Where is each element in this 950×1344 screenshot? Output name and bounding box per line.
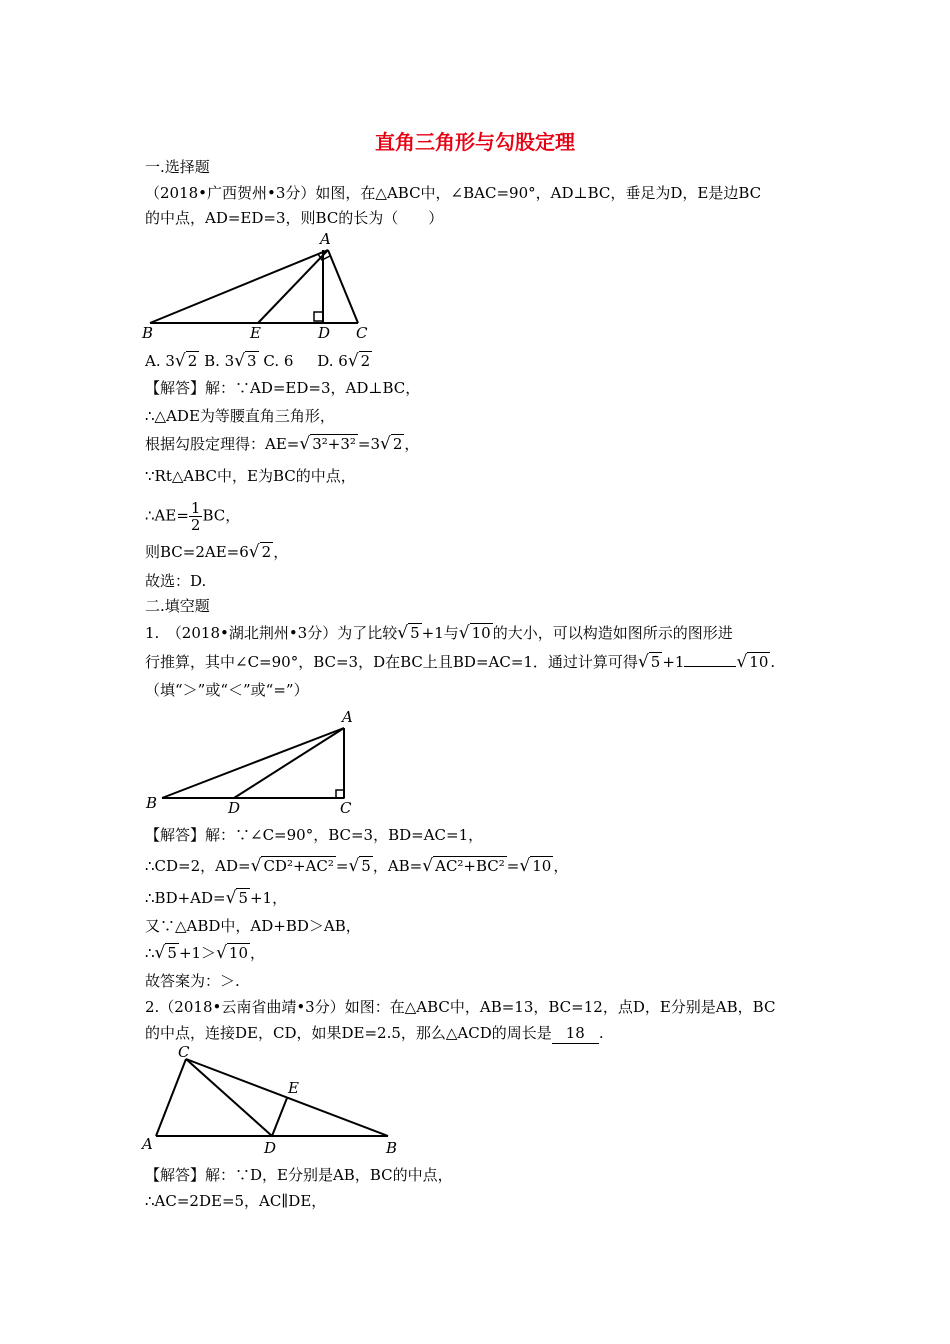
q2-label-A: A xyxy=(342,708,353,726)
sqrt-symbol: √ 10 xyxy=(216,943,248,963)
q2-solution-line2: ∴CD=2，AD=√ CD²+AC² =√ 5 ，AB=√ AC²+BC² =√ 10 ， xyxy=(145,856,569,876)
sqrt-symbol: √ 2 xyxy=(174,351,198,371)
sqrt-symbol: √ 10 xyxy=(736,652,769,672)
sqrt-symbol: √ 3²+3² xyxy=(299,434,356,454)
q1-solution-line1: 【解答】解：∵AD=ED=3，AD⊥BC， xyxy=(145,379,421,397)
sqrt-symbol: √ 10 xyxy=(458,623,491,643)
sqrt-symbol: √ 5 xyxy=(637,652,661,672)
option-c-text: C. 6 xyxy=(263,352,294,370)
q2-solution-line3: ∴BD+AD=√ 5 +1， xyxy=(145,888,288,908)
sqrt-symbol: √ CD²+AC² xyxy=(250,856,334,876)
q1-label-A: A xyxy=(320,230,331,248)
q1-solution-line3: 根据勾股定理得：AE=√ 3²+3² =3√ 2 ， xyxy=(145,434,420,454)
sqrt-symbol: √ 5 xyxy=(225,888,248,908)
q3-label-A: A xyxy=(142,1135,153,1153)
sqrt-symbol: √ AC²+BC² xyxy=(422,856,505,876)
q2-text-line3: （填“＞”或“＜”或“=”） xyxy=(145,681,309,699)
q2-solution-line1: 【解答】解：∵∠C=90°，BC=3，BD=AC=1， xyxy=(145,826,484,844)
page-title: 直角三角形与勾股定理 xyxy=(375,130,575,154)
fraction: $\frac{1}{2}$ xyxy=(190,499,201,534)
q1-label-B: B xyxy=(142,324,154,342)
answer-blank xyxy=(684,652,736,667)
q1-solution-line4: ∵Rt△ABC中，E为BC的中点， xyxy=(145,467,356,485)
sqrt-symbol: √ 2 xyxy=(347,351,371,371)
q3-label-D: D xyxy=(264,1139,277,1155)
option-a-text: A. 3 xyxy=(145,352,175,370)
q2-text-line1: 1. （2018•湖北荆州•3分）为了比较√ 5 +1与√ 10 的大小，可以构造如图所示的图形进 xyxy=(145,623,733,643)
q1-solution-line6: 则BC=2AE=6√ 2 ， xyxy=(145,542,289,562)
q3-text-line2: 的中点，连接DE，CD，如果DE=2.5，那么△ACD的周长是 18 . xyxy=(145,1024,604,1042)
sqrt-symbol: √ 5 xyxy=(348,856,371,876)
q1-solution-line5: ∴AE= $\frac{1}{2}$ BC， xyxy=(145,499,241,534)
sqrt-symbol: √ 10 xyxy=(519,856,552,876)
sqrt-symbol: √ 2 xyxy=(248,542,272,562)
q1-triangle-figure xyxy=(140,230,380,342)
q2-solution-line4: 又∵△ABD中，AD+BD＞AB， xyxy=(145,917,361,935)
q2-label-D: D xyxy=(228,799,241,816)
section-heading-choice: 一.选择题 xyxy=(145,158,210,176)
q2-solution-line5: ∴√ 5 +1＞√ 10 ， xyxy=(145,943,266,963)
sqrt-symbol: √ 5 xyxy=(397,623,420,643)
q3-label-C: C xyxy=(178,1043,190,1061)
q1-options xyxy=(145,351,372,371)
q1-label-D: D xyxy=(318,324,331,342)
section-heading-fill: 二.填空题 xyxy=(145,597,210,615)
q3-solution-line1: 【解答】解：∵D，E分别是AB，BC的中点， xyxy=(145,1166,453,1184)
q3-solution-line2: ∴AC=2DE=5，AC∥DE， xyxy=(145,1192,327,1210)
q3-text-line1: 2.（2018•云南省曲靖•3分）如图：在△ABC中，AB=13，BC=12，点D，E分别是AB，BC xyxy=(145,998,776,1016)
q1-text-line1: （2018•广西贺州•3分）如图，在△ABC中，∠BAC=90°，AD⊥BC，垂足为D，E是边BC xyxy=(145,184,762,202)
answer-filled: 18 xyxy=(552,1023,599,1044)
q3-triangle-figure xyxy=(140,1043,405,1155)
q1-solution-line2: ∴△ADE为等腰直角三角形， xyxy=(145,407,335,425)
q2-text-line2: 行推算，其中∠C=90°，BC=3，D在BC上且BD=AC=1．通过计算可得√ 5 +1 √ 10 . xyxy=(145,652,776,672)
sqrt-symbol: √ 5 xyxy=(154,943,177,963)
sqrt-symbol: √ 3 xyxy=(234,351,257,371)
q2-solution-line6: 故答案为：＞. xyxy=(145,972,240,990)
q1-text-line2: 的中点，AD=ED=3，则BC的长为（ ） xyxy=(145,209,444,227)
q2-label-C: C xyxy=(340,799,352,816)
q2-triangle-figure xyxy=(140,706,370,816)
q1-solution-line7: 故选：D. xyxy=(145,572,207,590)
q3-label-E: E xyxy=(288,1079,299,1097)
q1-label-E: E xyxy=(250,324,261,342)
option-d-text: D. 6 xyxy=(317,352,348,370)
q1-label-C: C xyxy=(356,324,368,342)
option-b-text: B. 3 xyxy=(204,352,235,370)
q3-label-B: B xyxy=(386,1139,398,1155)
q2-label-B: B xyxy=(146,794,158,812)
sqrt-symbol: √ 2 xyxy=(380,434,403,454)
